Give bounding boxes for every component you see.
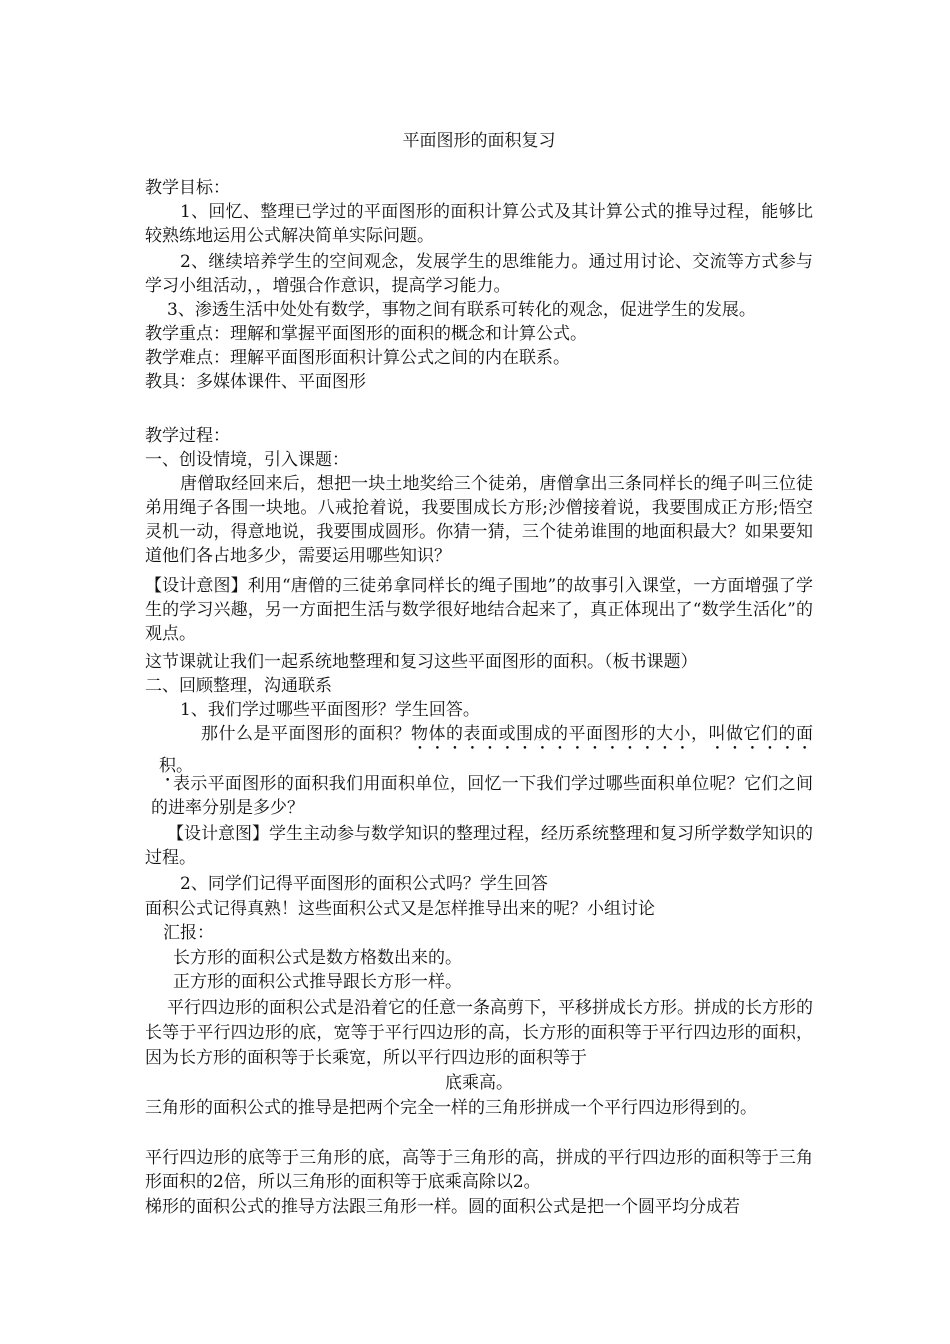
trapezoid-circle-formula: 梯形的面积公式的推导方法跟三角形一样。圆的面积公式是把一个圆平均分成若 xyxy=(145,1197,740,1217)
triangle-formula-1: 三角形的面积公式的推导是把两个完全一样的三角形拼成一个平行四边形得到的。 xyxy=(145,1098,757,1118)
question-2: 2、同学们记得平面图形的面积公式吗？学生回答 xyxy=(180,874,548,894)
area-definition-lead: 那什么是平面图形的面积？ xyxy=(201,724,411,744)
parallelogram-formula: 平行四边形的面积公式是沿着它的任意一条高剪下，平移拼成长方形。拼成的长方形的长等于平行四边形的底，宽等于平行四边形的高，长方形的面积等于平行四边形的面积，因为长方形的面积等于长乘宽，所以平行四边形的面积等于 xyxy=(145,998,813,1068)
parallelogram-formula-end: 底乘高。 xyxy=(445,1073,513,1093)
section-1-heading: 一、创设情境，引入课题： xyxy=(145,450,349,470)
rectangle-formula: 长方形的面积公式是数方格数出来的。 xyxy=(173,948,462,968)
design-intent-1: 【设计意图】利用“唐僧的三徒弟拿同样长的绳子围地”的故事引入课堂，一方面增强了学生的学习兴趣，另一方面把生活与数学很好地结合起来了，真正体现出了“数学生活化”的观点。 xyxy=(145,576,813,644)
difficulty: 教学难点：理解平面图形面积计算公式之间的内在联系。 xyxy=(145,348,570,368)
lesson-intro: 这节课就让我们一起系统地整理和复习这些平面图形的面积。（板书课题） xyxy=(145,652,698,672)
triangle-formula-2: 平行四边形的底等于三角形的底，高等于三角形的高，拼成的平行四边形的面积等于三角形面积的2倍，所以三角形的面积等于底乘高除以2。 xyxy=(145,1148,813,1192)
goal-1: 1、回忆、整理已学过的平面图形的面积计算公式及其计算公式的推导过程，能够比较熟练地运用公式解决简单实际问题。 xyxy=(145,202,813,246)
goal-2: 2、继续培养学生的空间观念，发展学生的思维能力。通过用讨论、交流等方式参与学习小组活动，，增强合作意识，提高学习能力。 xyxy=(145,252,813,296)
question-1: 1、我们学过哪些平面图形？学生回答。 xyxy=(180,700,480,720)
section-2-heading: 二、回顾整理，沟通联系 xyxy=(145,676,332,696)
area-definition-emphasis: 物体的表面或围成的平面图形的大小，叫做它们的面积。 xyxy=(159,724,813,776)
key-point: 教学重点：理解和掌握平面图形的面积的概念和计算公式。 xyxy=(145,324,587,344)
square-formula: 正方形的面积公式推导跟长方形一样。 xyxy=(173,972,462,992)
area-units: 表示平面图形的面积我们用面积单位，回忆一下我们学过哪些面积单位呢？它们之间的进率分别是多少？ xyxy=(151,774,813,818)
process-heading: 教学过程： xyxy=(145,426,230,446)
story-paragraph: 唐僧取经回来后，想把一块土地奖给三个徒弟，唐僧拿出三条同样长的绳子叫三位徒弟用绳子各围一块地。八戒抢着说，我要围成长方形;沙僧接着说，我要围成正方形;悟空灵机一动，得意地说，我要围成圆形。你猜一猜，三个徒弟谁围的地面积最大？如果要知道他们各占地多少，需要运用哪些知识？ xyxy=(145,474,813,566)
design-intent-2: 【设计意图】学生主动参与数学知识的整理过程，经历系统整理和复习所学数学知识的过程。 xyxy=(145,824,813,868)
report-label: 汇报： xyxy=(163,923,214,943)
discussion: 面积公式记得真熟！这些面积公式又是怎样推导出来的呢？小组讨论 xyxy=(145,899,655,919)
goals-heading: 教学目标： xyxy=(145,178,230,198)
document-title: 平面图形的面积复习 xyxy=(402,131,556,151)
teaching-tools: 教具：多媒体课件、平面图形 xyxy=(145,372,366,392)
goal-3: 3、渗透生活中处处有数学，事物之间有联系可转化的观念，促进学生的发展。 xyxy=(167,300,756,320)
